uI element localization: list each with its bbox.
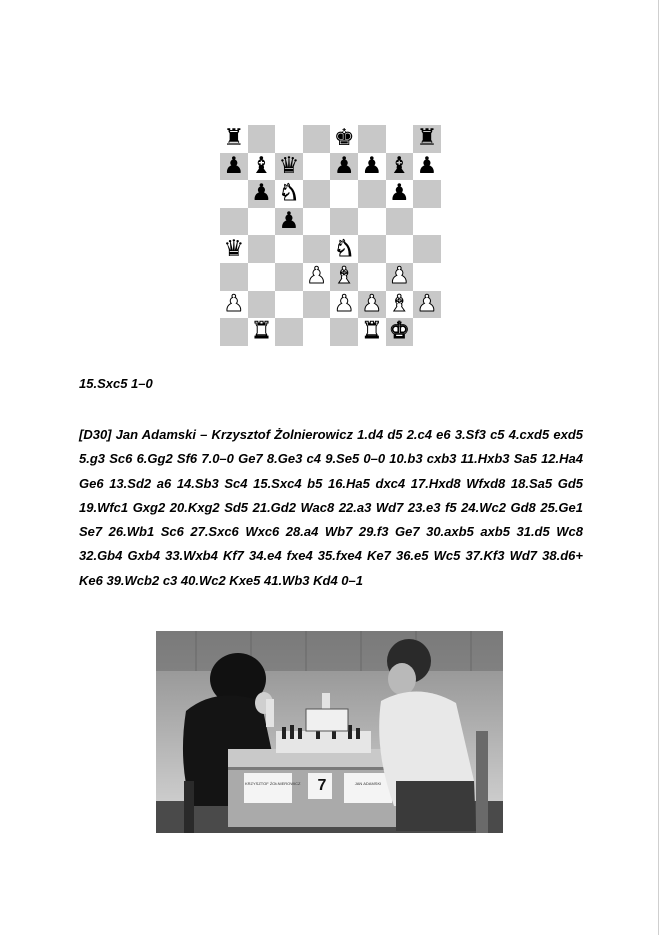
white-piece-n: ♞ — [333, 235, 355, 262]
square-e3 — [330, 263, 358, 291]
square-e5 — [330, 208, 358, 236]
square-c8 — [275, 125, 303, 153]
square-h1 — [413, 318, 441, 346]
black-piece-p: ♟ — [416, 152, 438, 179]
square-f7 — [358, 153, 386, 181]
square-b1 — [248, 318, 276, 346]
square-c4 — [275, 235, 303, 263]
square-f4 — [358, 235, 386, 263]
square-g8 — [386, 125, 414, 153]
square-g7 — [386, 153, 414, 181]
white-piece-p: ♟ — [416, 290, 438, 317]
square-h2 — [413, 291, 441, 319]
square-c7 — [275, 153, 303, 181]
square-e8 — [330, 125, 358, 153]
black-piece-p: ♟ — [361, 152, 383, 179]
square-h8 — [413, 125, 441, 153]
black-piece-p: ♟ — [223, 152, 245, 179]
game-notation: [D30] Jan Adamski – Krzysztof Żolnierowicz 1.d4 d5 2.c4 e6 3.Sf3 c5 4.cxd5 exd5 5.g3 Sc6 6.Gg2 Sf6 7.0–0 Ge7 8.Ge3 c4 9.Se5 0–0 10.b3 cxb3 11.Hxb3 Sa5 12.Ha4 Ge6 13.Sd2 a6 14.Sb3 Sc4 15.Sxc4 b5 16.Ha5 dxc4 17.Hxd8 Wfxd8 18.Sa5 Gd5 19.Wfc1 Gxg2 20.Kxg2 Sd5 21.Gd2 Wac8 22.a3 Wd7 23.e3 f5 24.Wc2 Gd8 25.Ge1 Se7 26.Wb1 Sc6 27.Sxc6 Wxc6 28.a4 Wb7 29.f3 Ge7 30.axb5 axb5 31.d5 Wc8 32.Gb4 Gxb4 33.Wxb4 Kf7 34.e4 fxe4 35.fxe4 Ke7 36.e5 Wc5 37.Kf3 Wd7 38.d6+ Ke6 39.Wcb2 c3 40.Wc2 Kxe5 41.Wb3 Kd4 0–1 — [79, 427, 583, 588]
black-piece-b: ♝ — [251, 152, 272, 179]
square-h5 — [413, 208, 441, 236]
square-a3 — [220, 263, 248, 291]
photo-illustration — [156, 631, 503, 833]
square-d5 — [303, 208, 331, 236]
square-e7 — [330, 153, 358, 181]
square-d1 — [303, 318, 331, 346]
square-a4 — [220, 235, 248, 263]
square-c1 — [275, 318, 303, 346]
square-b2 — [248, 291, 276, 319]
square-f1 — [358, 318, 386, 346]
white-piece-k: ♚ — [389, 318, 410, 345]
square-a1 — [220, 318, 248, 346]
square-g2 — [386, 291, 414, 319]
square-b5 — [248, 208, 276, 236]
white-piece-p: ♟ — [333, 290, 355, 317]
white-piece-b: ♝ — [389, 290, 410, 317]
players-photo — [156, 631, 503, 833]
square-f5 — [358, 208, 386, 236]
square-g4 — [386, 235, 414, 263]
square-c5 — [275, 208, 303, 236]
square-d8 — [303, 125, 331, 153]
square-g6 — [386, 180, 414, 208]
square-e1 — [330, 318, 358, 346]
white-piece-p: ♟ — [361, 290, 383, 317]
square-b8 — [248, 125, 276, 153]
white-piece-r: ♜ — [251, 318, 272, 345]
square-d3 — [303, 263, 331, 291]
square-a5 — [220, 208, 248, 236]
final-move-text: 15.Sxc5 1–0 — [79, 376, 153, 391]
square-e4 — [330, 235, 358, 263]
square-b4 — [248, 235, 276, 263]
page-right-edge — [658, 0, 659, 935]
square-c3 — [275, 263, 303, 291]
black-piece-p: ♟ — [278, 208, 300, 235]
square-a7 — [220, 153, 248, 181]
square-e6 — [330, 180, 358, 208]
white-piece-p: ♟ — [389, 263, 410, 290]
square-e2 — [330, 291, 358, 319]
black-piece-r: ♜ — [223, 125, 245, 152]
square-g5 — [386, 208, 414, 236]
square-h4 — [413, 235, 441, 263]
black-piece-p: ♟ — [333, 152, 355, 179]
square-f6 — [358, 180, 386, 208]
square-d2 — [303, 291, 331, 319]
square-f3 — [358, 263, 386, 291]
black-piece-k: ♚ — [333, 125, 355, 152]
black-piece-q: ♛ — [223, 235, 245, 262]
square-h3 — [413, 263, 441, 291]
square-d7 — [303, 153, 331, 181]
square-f8 — [358, 125, 386, 153]
square-g1 — [386, 318, 414, 346]
white-piece-p: ♟ — [306, 263, 327, 290]
chess-diagram — [220, 125, 441, 346]
black-piece-r: ♜ — [416, 125, 438, 152]
square-d6 — [303, 180, 331, 208]
name-card-right: JAN ADAMSKI — [354, 781, 382, 786]
table-number: 7 — [317, 777, 327, 794]
square-b6 — [248, 180, 276, 208]
name-card-left: KRZYSZTOF ŻOŁNIEROWICZ — [245, 781, 301, 786]
square-a6 — [220, 180, 248, 208]
black-piece-p: ♟ — [251, 180, 272, 207]
black-piece-q: ♛ — [278, 152, 300, 179]
square-h6 — [413, 180, 441, 208]
black-piece-b: ♝ — [389, 152, 410, 179]
square-f2 — [358, 291, 386, 319]
square-c2 — [275, 291, 303, 319]
square-a8 — [220, 125, 248, 153]
square-d4 — [303, 235, 331, 263]
white-piece-n: ♞ — [278, 180, 300, 207]
white-piece-r: ♜ — [361, 318, 383, 345]
square-a2 — [220, 291, 248, 319]
white-piece-p: ♟ — [223, 290, 245, 317]
square-b7 — [248, 153, 276, 181]
square-b3 — [248, 263, 276, 291]
white-piece-b: ♝ — [333, 263, 355, 290]
black-piece-p: ♟ — [389, 180, 410, 207]
square-h7 — [413, 153, 441, 181]
square-g3 — [386, 263, 414, 291]
square-c6 — [275, 180, 303, 208]
